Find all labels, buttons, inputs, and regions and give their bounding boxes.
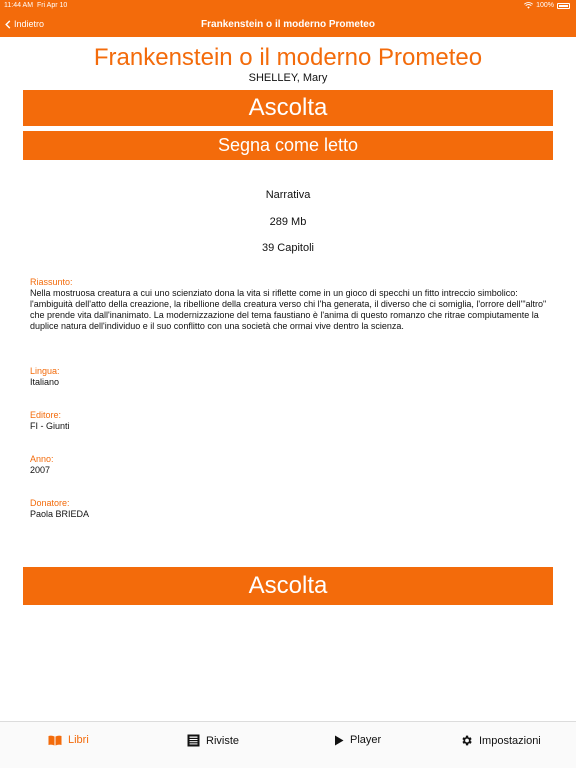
tab-riviste[interactable]: [187, 734, 239, 747]
language-label: Lingua:: [30, 366, 60, 376]
status-bar: [0, 0, 576, 13]
book-author: SHELLEY, Mary: [248, 72, 328, 84]
book-icon: [48, 735, 62, 746]
tab-player-label: Player: [350, 734, 382, 746]
wifi-icon: [524, 2, 533, 9]
genre-text: Narrativa: [265, 189, 311, 201]
tab-impostazioni-label: Impostazioni: [479, 734, 541, 747]
chapters-text: 39 Capitoli: [262, 242, 314, 254]
year-value: 2007: [30, 465, 51, 475]
newspaper-icon: [187, 734, 200, 747]
nav-title: Frankenstein o il moderno Prometeo: [201, 19, 375, 30]
year-label: Anno:: [30, 454, 54, 464]
publisher-label: Editore:: [30, 410, 62, 420]
tab-impostazioni[interactable]: [460, 734, 541, 747]
tab-bar: [0, 721, 576, 768]
tab-riviste-label: Riviste: [206, 734, 240, 747]
status-right: [524, 2, 570, 9]
publisher-value: FI - Giunti: [30, 421, 70, 431]
tab-libri-label: Libri: [68, 734, 89, 746]
donor-label: Donatore:: [30, 498, 70, 508]
gear-icon: [460, 734, 473, 747]
nav-bar: [0, 13, 576, 37]
tab-libri[interactable]: [48, 734, 89, 746]
battery-icon: [557, 3, 570, 9]
tab-player[interactable]: [334, 734, 381, 746]
listen-button-bottom[interactable]: Ascolta: [23, 567, 553, 605]
mark-as-read-button[interactable]: Segna come letto: [23, 131, 553, 160]
battery-percent: 100%: [536, 2, 554, 9]
listen-button[interactable]: Ascolta: [23, 90, 553, 126]
back-label: Indietro: [14, 19, 45, 29]
size-text: 289 Mb: [269, 216, 307, 228]
language-value: Italiano: [30, 377, 60, 387]
status-time: 11:44 AM Fri Apr 10: [4, 2, 68, 9]
donor-value: Paola BRIEDA: [30, 509, 90, 519]
summary-text: Nella mostruosa creatura a cui uno scienziato dona la vita si riflette come in un gioco di specchi un fitto intreccio simbolico: l'ambiguità dell'atto della creazione, la ribellione della creatura verso chi l'ha generata, il diverso che ci somiglia, l'orrore dell'"altro" che prende vita dall'inanimato. La modernizzazione del tema faustiano è l'anima di questo romanzo che ritrae compiutamente la duplice natura dell'individuo e il suo conflitto con una società che ormai vive dentro la scienza.: [30, 288, 547, 331]
summary-label: Riassunto:: [30, 277, 73, 287]
play-icon: [334, 735, 344, 746]
book-title: Frankenstein o il moderno Prometeo: [93, 44, 483, 71]
